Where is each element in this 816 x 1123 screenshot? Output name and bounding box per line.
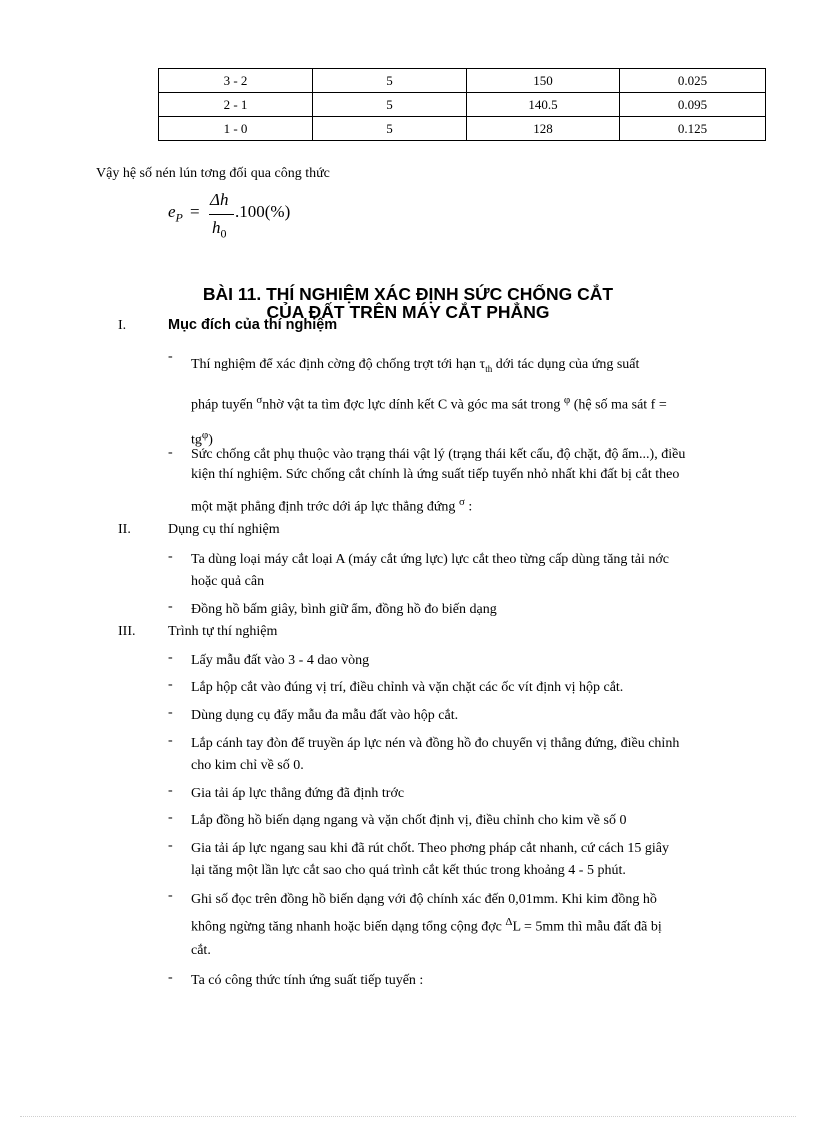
text-run: Lắp đồng hồ biến dạng ngang và vặn chốt định vị, điều chỉnh cho kim về số 0 bbox=[191, 813, 627, 828]
bullet-dash: - bbox=[168, 445, 173, 460]
text-run: Đồng hồ bấm giây, bình giữ ẩm, đồng hồ đo biến dạng bbox=[191, 602, 497, 617]
text-run: pháp tuyến bbox=[191, 397, 257, 413]
data-table bbox=[158, 68, 766, 141]
bullet-dash: - bbox=[168, 733, 173, 748]
list-item-text bbox=[191, 970, 760, 992]
list-item bbox=[168, 677, 760, 699]
section1-number: I. bbox=[118, 318, 127, 333]
list-item bbox=[168, 888, 760, 958]
table-row bbox=[159, 117, 766, 141]
table-cell: 5 bbox=[313, 69, 467, 93]
formula-lhs bbox=[168, 202, 183, 225]
text-run: dới tác dụng của ứng suất bbox=[492, 357, 640, 372]
list-item bbox=[168, 810, 760, 832]
text-run: Gia tải áp lực ngang sau khi đã rút chốt. Theo phơng pháp cắt nhanh, cứ cách 15 giây bbox=[191, 841, 669, 856]
formula-numerator: Δh bbox=[210, 190, 229, 209]
text-run: Ta dùng loại máy cắt loại A (máy cắt ứng lực) lực cắt theo từng cấp dùng tăng tải nớc bbox=[191, 552, 670, 567]
text-run: Sức chống cắt phụ thuộc vào trạng thái vật lý (trạng thái kết cấu, độ chặt, độ ẩm...), điều bbox=[191, 447, 686, 462]
formula-equals: = bbox=[190, 202, 200, 221]
sigma-symbol: σ bbox=[458, 496, 465, 508]
text-run: cắt. bbox=[191, 942, 211, 958]
list-item bbox=[168, 349, 760, 449]
list-item-text bbox=[191, 838, 760, 882]
formula-denominator bbox=[212, 218, 227, 241]
bullet-dash: - bbox=[168, 810, 173, 825]
text-run: hoặc quả cân bbox=[191, 574, 265, 589]
sigma-symbol: σ bbox=[256, 393, 263, 406]
bullet-dash: - bbox=[168, 677, 173, 692]
table-cell: 1 - 0 bbox=[159, 117, 313, 141]
bullet-dash: - bbox=[168, 599, 173, 614]
list-item-text bbox=[191, 888, 760, 962]
text-run: L = 5mm thì mẫu đất đã bị bbox=[512, 919, 662, 935]
bullet-dash: - bbox=[168, 705, 173, 720]
list-item-text bbox=[191, 650, 760, 672]
table-cell: 0.125 bbox=[620, 117, 766, 141]
delta-symbol: Δ bbox=[505, 916, 513, 928]
section2-heading: Dụng cụ thí nghiệm bbox=[168, 522, 280, 537]
text-run: Ghi số đọc trên đồng hồ biến dạng với độ chính xác đến 0,01mm. Khi kim đồng hồ bbox=[191, 892, 657, 907]
text-run: ) bbox=[208, 433, 213, 449]
table-row bbox=[159, 69, 766, 93]
text-run: lại tăng một lần lực cắt sao cho quá trình cắt kết thúc trong khoảng 4 - 5 phút. bbox=[191, 863, 626, 878]
table-cell: 0.095 bbox=[620, 93, 766, 117]
section1-heading: Mục đích của thí nghiệm bbox=[168, 317, 338, 333]
fraction-bar bbox=[209, 214, 234, 215]
tau-sub: th bbox=[485, 363, 493, 374]
text-run: Ta có công thức tính ứng suất tiếp tuyến : bbox=[191, 973, 424, 988]
table-cell: 0.025 bbox=[620, 69, 766, 93]
text-run: Lấy mẫu đất vào 3 - 4 dao vòng bbox=[191, 653, 370, 668]
text-run: một mặt phẳng định trớc dới áp lực thẳng đứng bbox=[191, 499, 459, 515]
list-item bbox=[168, 549, 760, 593]
table-cell: 128 bbox=[467, 117, 620, 141]
table-cell: 5 bbox=[313, 117, 467, 141]
bullet-dash: - bbox=[168, 549, 173, 564]
table-cell: 3 - 2 bbox=[159, 69, 313, 93]
section-title-line2: CỦA ĐẤT TRÊN MÁY CẮT PHẲNG bbox=[266, 302, 550, 322]
text-run: kiện thí nghiệm. Sức chống cắt chính là ứng suất tiếp tuyến nhỏ nhất khi đất bị cắt theo bbox=[191, 467, 680, 482]
text-run: nhờ vật ta tìm đợc lực dính kết C và góc ma sát trong bbox=[262, 397, 564, 413]
bullet-dash: - bbox=[168, 783, 173, 798]
text-run: Dùng dụng cụ đẩy mẫu đa mẫu đất vào hộp cắt. bbox=[191, 708, 459, 723]
table-cell: 140.5 bbox=[467, 93, 620, 117]
bullet-dash: - bbox=[168, 970, 173, 985]
list-item bbox=[168, 599, 760, 621]
list-item-text bbox=[191, 705, 760, 727]
text-run bbox=[191, 492, 472, 518]
text-run: (hệ số ma sát f = bbox=[570, 397, 667, 413]
list-item bbox=[168, 733, 760, 777]
list-item-text bbox=[191, 445, 760, 518]
list-item-text bbox=[191, 810, 760, 832]
list-item-text bbox=[191, 349, 760, 456]
text-run: cho kim chỉ về số 0. bbox=[191, 758, 304, 773]
table-cell: 2 - 1 bbox=[159, 93, 313, 117]
formula-den-sub: 0 bbox=[220, 226, 227, 241]
text-run: Lắp hộp cắt vào đúng vị trí, điều chỉnh và vặn chặt các ốc vít định vị hộp cắt. bbox=[191, 680, 624, 695]
text-run: tg bbox=[191, 433, 202, 449]
intro-text: Vậy hệ số nén lún tơng đối qua công thức bbox=[96, 166, 330, 181]
list-item-text bbox=[191, 599, 760, 621]
text-run: Thí nghiệm để xác định cờng độ chống trợt tới hạn bbox=[191, 357, 480, 372]
phi-symbol: φ bbox=[563, 393, 571, 406]
tau-glyph: τ bbox=[479, 357, 486, 372]
list-item-text bbox=[191, 677, 760, 699]
text-run: Lắp cánh tay đòn để truyền áp lực nén và đồng hồ đo chuyển vị thẳng đứng, điều chỉnh bbox=[191, 736, 680, 751]
formula-rest: .100(%) bbox=[235, 202, 291, 221]
list-item bbox=[168, 783, 760, 805]
list-item-text bbox=[191, 733, 760, 777]
bullet-dash: - bbox=[168, 349, 173, 364]
list-item bbox=[168, 705, 760, 727]
section2-number: II. bbox=[118, 522, 131, 537]
section3-number: III. bbox=[118, 624, 136, 639]
tau-symbol bbox=[480, 357, 493, 372]
formula-e: e bbox=[168, 202, 176, 221]
text-run: : bbox=[464, 499, 473, 515]
text-run: không ngừng tăng nhanh hoặc biến dạng tổng cộng đợc bbox=[191, 919, 506, 935]
list-item bbox=[168, 838, 760, 882]
list-item bbox=[168, 445, 760, 517]
page-bottom-divider bbox=[20, 1116, 796, 1117]
table-row bbox=[159, 93, 766, 117]
list-item bbox=[168, 970, 760, 992]
section3-heading: Trình tự thí nghiệm bbox=[168, 624, 278, 639]
list-item bbox=[168, 650, 760, 672]
section-title-line1: BÀI 11. THÍ NGHIỆM XÁC ĐỊNH SỨC CHỐNG CẮT bbox=[202, 284, 614, 304]
compression-formula bbox=[168, 190, 328, 250]
bullet-dash: - bbox=[168, 838, 173, 853]
bullet-dash: - bbox=[168, 650, 173, 665]
list-item-text bbox=[191, 549, 760, 593]
text-run: Gia tải áp lực thẳng đứng đã định trớc bbox=[191, 786, 405, 801]
formula-h: h bbox=[212, 218, 221, 237]
formula-lhs-sub: P bbox=[175, 210, 183, 225]
list-item-text bbox=[191, 783, 760, 805]
bullet-dash: - bbox=[168, 888, 173, 903]
phi-symbol: φ bbox=[201, 429, 209, 442]
table-cell: 5 bbox=[313, 93, 467, 117]
table-cell: 150 bbox=[467, 69, 620, 93]
